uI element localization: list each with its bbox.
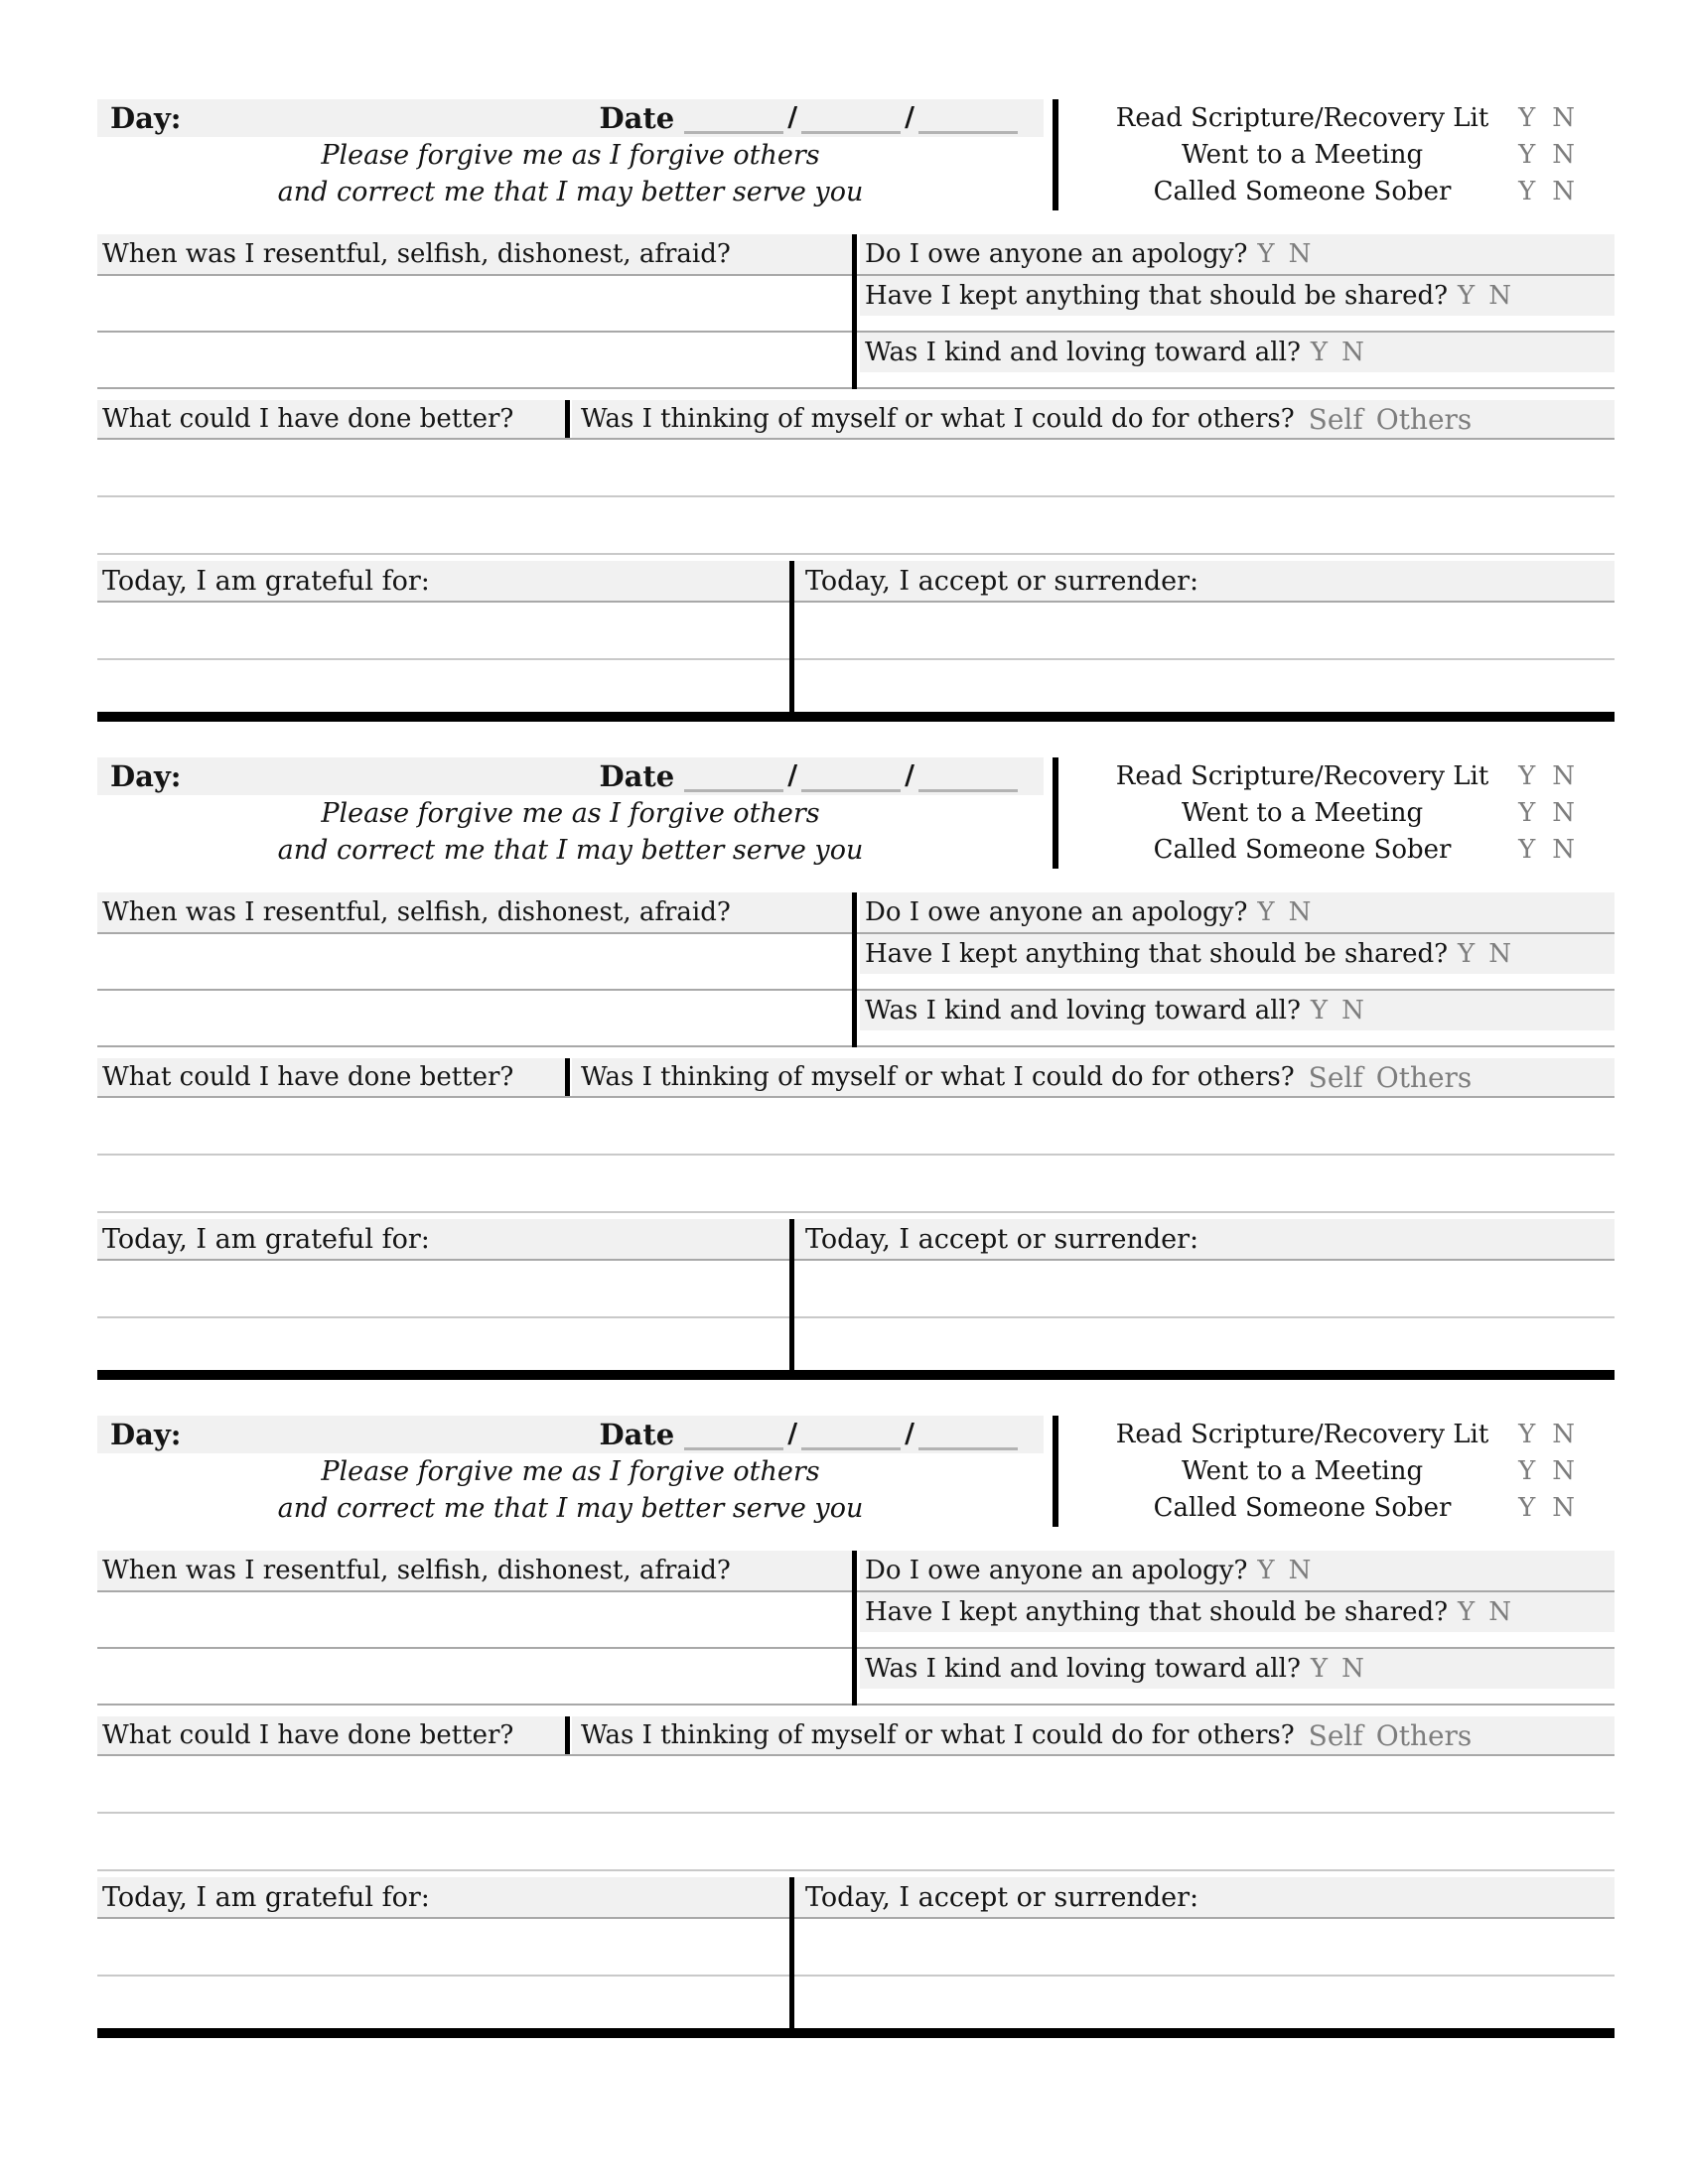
date-label: Date xyxy=(599,759,675,793)
daily-checklist xyxy=(1086,757,1615,869)
others-option[interactable]: Others xyxy=(1375,1060,1473,1094)
no-option[interactable]: N xyxy=(1552,1419,1575,1449)
better-answer-line[interactable] xyxy=(97,440,1615,497)
yes-no-options xyxy=(1518,798,1615,828)
gratitude-block xyxy=(97,561,1615,712)
gratitude-vertical-divider xyxy=(789,1219,794,1370)
surrender-prompt: Today, I accept or surrender: xyxy=(794,561,1615,601)
inventory-grid xyxy=(97,892,1615,1047)
yes-option[interactable]: Y xyxy=(1518,834,1536,865)
yes-option[interactable]: Y xyxy=(1518,102,1536,133)
shared-question xyxy=(860,1592,1615,1632)
gratitude-answer-area[interactable] xyxy=(97,1977,1615,2028)
day-label: Day: xyxy=(110,1418,182,1451)
kind-question xyxy=(860,1649,1615,1689)
day-date-row xyxy=(97,757,1044,795)
kind-question-cell xyxy=(852,1649,1615,1689)
yes-no-options xyxy=(1518,177,1615,206)
self-option[interactable]: Self xyxy=(1308,1718,1363,1752)
header-vertical-divider xyxy=(1053,1416,1058,1527)
date-year-blank[interactable] xyxy=(918,1420,1018,1450)
gratitude-block xyxy=(97,1219,1615,1370)
yes-no-options xyxy=(1458,939,1511,969)
checklist-item xyxy=(1086,99,1615,136)
yes-no-options xyxy=(1518,140,1615,170)
no-option[interactable]: N xyxy=(1341,996,1364,1025)
checklist-item xyxy=(1086,794,1615,831)
day-label: Day: xyxy=(110,759,182,793)
better-row xyxy=(97,1058,1615,1098)
inventory-grid xyxy=(97,1551,1615,1706)
better-vertical-divider xyxy=(565,1716,570,1754)
day-date-row xyxy=(97,99,1044,137)
kind-question-label: Was I kind and loving toward all? xyxy=(865,996,1301,1025)
checklist-item-label: Called Someone Sober xyxy=(1153,176,1452,206)
kind-question-label: Was I kind and loving toward all? xyxy=(865,1654,1301,1684)
gratitude-answer-area[interactable] xyxy=(97,1318,1615,1370)
resentful-prompt: When was I resentful, selfish, dishonest, afraid? xyxy=(97,1551,852,1590)
yes-option[interactable]: Y xyxy=(1310,996,1329,1025)
shared-question-cell xyxy=(852,934,1615,974)
no-option[interactable]: N xyxy=(1341,338,1364,367)
header-vertical-divider xyxy=(1053,99,1058,210)
apology-question-cell xyxy=(852,892,1615,932)
no-option[interactable]: N xyxy=(1488,1597,1511,1627)
checklist-item-label: Called Someone Sober xyxy=(1153,1492,1452,1523)
apology-question-cell xyxy=(852,1551,1615,1590)
checklist-item xyxy=(1086,136,1615,173)
yes-option[interactable]: Y xyxy=(1518,1492,1536,1523)
yes-no-options xyxy=(1458,281,1511,311)
checklist-item-label: Called Someone Sober xyxy=(1153,834,1452,865)
yes-option[interactable]: Y xyxy=(1257,897,1275,927)
yes-no-options xyxy=(1311,996,1364,1025)
date-label: Date xyxy=(599,1418,675,1451)
yes-option[interactable]: Y xyxy=(1518,1455,1536,1486)
checklist-item xyxy=(1086,1489,1615,1526)
date-group xyxy=(599,1419,1044,1450)
better-answer-line[interactable] xyxy=(97,1098,1615,1156)
no-option[interactable]: N xyxy=(1488,281,1511,311)
date-year-blank[interactable] xyxy=(918,103,1018,134)
no-option[interactable]: N xyxy=(1341,1654,1364,1684)
no-option[interactable]: N xyxy=(1552,139,1575,170)
no-option[interactable]: N xyxy=(1552,760,1575,791)
gratitude-answer-line[interactable] xyxy=(97,603,1615,660)
others-option[interactable]: Others xyxy=(1375,402,1473,436)
date-month-blank[interactable] xyxy=(684,103,783,134)
checklist-item-label: Read Scripture/Recovery Lit xyxy=(1115,760,1489,791)
better-vertical-divider xyxy=(565,400,570,438)
better-row xyxy=(97,1716,1615,1756)
yes-no-options xyxy=(1311,338,1364,367)
day-label: Day: xyxy=(110,101,182,135)
date-slash: / xyxy=(905,760,914,791)
kind-question xyxy=(860,333,1615,372)
date-group xyxy=(599,760,1044,792)
yes-no-options xyxy=(1257,1556,1311,1585)
gratitude-answer-line[interactable] xyxy=(97,1919,1615,1977)
date-day-blank[interactable] xyxy=(801,103,901,134)
apology-question-label: Do I owe anyone an apology? xyxy=(865,239,1248,269)
header-left-column xyxy=(97,1416,1044,1527)
date-slash: / xyxy=(787,1419,798,1449)
yes-option[interactable]: Y xyxy=(1458,1597,1476,1627)
resentful-prompt: When was I resentful, selfish, dishonest, afraid? xyxy=(97,892,852,932)
yes-option[interactable]: Y xyxy=(1310,1654,1329,1684)
gratitude-label-row xyxy=(97,1219,1615,1261)
no-option[interactable]: N xyxy=(1552,797,1575,828)
no-option[interactable]: N xyxy=(1288,897,1312,927)
prayer-line-2: and correct me that I may better serve you xyxy=(277,177,864,207)
shared-question-label: Have I kept anything that should be shared? xyxy=(865,1597,1449,1627)
grateful-prompt: Today, I am grateful for: xyxy=(97,1219,789,1259)
better-prompt: What could I have done better? xyxy=(97,400,565,438)
yes-option[interactable]: Y xyxy=(1257,239,1275,269)
grateful-prompt: Today, I am grateful for: xyxy=(97,561,789,601)
section-header xyxy=(97,99,1615,210)
header-left-column xyxy=(97,757,1044,869)
header-left-column xyxy=(97,99,1044,210)
self-others-options xyxy=(1309,1719,1473,1752)
yes-no-options xyxy=(1518,1493,1615,1523)
gratitude-label-row xyxy=(97,561,1615,603)
daily-checklist xyxy=(1086,99,1615,210)
self-option[interactable]: Self xyxy=(1308,1060,1363,1094)
no-option[interactable]: N xyxy=(1552,1492,1575,1523)
yes-option[interactable]: Y xyxy=(1518,139,1536,170)
kind-question-cell xyxy=(852,333,1615,372)
gratitude-answer-line[interactable] xyxy=(97,1261,1615,1318)
yes-option[interactable]: Y xyxy=(1518,1419,1536,1449)
no-option[interactable]: N xyxy=(1552,1455,1575,1486)
checklist-item-label: Read Scripture/Recovery Lit xyxy=(1115,1419,1489,1449)
date-label: Date xyxy=(599,101,675,135)
inventory-vertical-divider xyxy=(852,1551,857,1706)
date-group xyxy=(599,102,1044,134)
self-option[interactable]: Self xyxy=(1308,402,1363,436)
yes-no-options xyxy=(1257,897,1311,927)
checklist-item xyxy=(1086,831,1615,868)
date-year-blank[interactable] xyxy=(918,761,1018,792)
no-option[interactable]: N xyxy=(1552,834,1575,865)
date-month-blank[interactable] xyxy=(684,761,783,792)
header-vertical-divider xyxy=(1053,757,1058,869)
better-vertical-divider xyxy=(565,1058,570,1096)
thinking-question-label: Was I thinking of myself or what I could do for others? xyxy=(581,404,1295,434)
thinking-question xyxy=(572,1716,1615,1754)
thinking-question xyxy=(572,1058,1615,1096)
checklist-item xyxy=(1086,757,1615,794)
better-prompt: What could I have done better? xyxy=(97,1058,565,1096)
yes-option[interactable]: Y xyxy=(1458,939,1476,969)
shared-question xyxy=(860,276,1615,316)
no-option[interactable]: N xyxy=(1488,939,1511,969)
apology-question-label: Do I owe anyone an apology? xyxy=(865,897,1248,927)
checklist-item xyxy=(1086,173,1615,209)
better-answer-line[interactable] xyxy=(97,1156,1615,1213)
prayer-line-2: and correct me that I may better serve you xyxy=(277,1493,864,1524)
daily-inventory-section xyxy=(97,757,1615,1380)
kind-question-label: Was I kind and loving toward all? xyxy=(865,338,1301,367)
yes-no-options xyxy=(1518,1420,1615,1449)
shared-question-cell xyxy=(852,276,1615,316)
grateful-prompt: Today, I am grateful for: xyxy=(97,1877,789,1917)
yes-option[interactable]: Y xyxy=(1257,1556,1275,1585)
apology-question-label: Do I owe anyone an apology? xyxy=(865,1556,1248,1585)
yes-no-options xyxy=(1518,103,1615,133)
prayer-line-1: Please forgive me as I forgive others xyxy=(321,1456,820,1487)
date-month-blank[interactable] xyxy=(684,1420,783,1450)
thinking-question-label: Was I thinking of myself or what I could do for others? xyxy=(581,1720,1295,1750)
shared-question xyxy=(860,934,1615,974)
prayer-line-1: Please forgive me as I forgive others xyxy=(321,798,820,829)
surrender-prompt: Today, I accept or surrender: xyxy=(794,1219,1615,1259)
no-option[interactable]: N xyxy=(1288,239,1312,269)
gratitude-label-row xyxy=(97,1877,1615,1919)
inventory-vertical-divider xyxy=(852,234,857,389)
section-header xyxy=(97,1416,1615,1527)
yes-no-options xyxy=(1518,761,1615,791)
date-day-blank[interactable] xyxy=(801,1420,901,1450)
yes-no-options xyxy=(1311,1654,1364,1684)
yes-option[interactable]: Y xyxy=(1458,281,1476,311)
checklist-item-label: Read Scripture/Recovery Lit xyxy=(1115,102,1489,133)
better-row xyxy=(97,400,1615,440)
inventory-grid xyxy=(97,234,1615,389)
kind-question-cell xyxy=(852,991,1615,1030)
journal-page xyxy=(97,99,1615,2074)
self-others-options xyxy=(1309,1061,1473,1094)
better-prompt: What could I have done better? xyxy=(97,1716,565,1754)
better-answer-line[interactable] xyxy=(97,497,1615,555)
resentful-prompt: When was I resentful, selfish, dishonest, afraid? xyxy=(97,234,852,274)
checklist-item-label: Went to a Meeting xyxy=(1181,1455,1424,1486)
thinking-question xyxy=(572,400,1615,438)
yes-option[interactable]: Y xyxy=(1310,338,1329,367)
day-date-row xyxy=(97,1416,1044,1453)
date-day-blank[interactable] xyxy=(801,761,901,792)
prayer-line-1: Please forgive me as I forgive others xyxy=(321,140,820,171)
checklist-item-label: Went to a Meeting xyxy=(1181,797,1424,828)
no-option[interactable]: N xyxy=(1288,1556,1312,1585)
inventory-vertical-divider xyxy=(852,892,857,1047)
shared-question-label: Have I kept anything that should be shared? xyxy=(865,281,1449,311)
gratitude-vertical-divider xyxy=(789,561,794,712)
better-answer-line[interactable] xyxy=(97,1756,1615,1814)
daily-inventory-section xyxy=(97,99,1615,722)
resentful-prompt-cell xyxy=(97,1551,852,1590)
yes-option[interactable]: Y xyxy=(1518,797,1536,828)
surrender-prompt: Today, I accept or surrender: xyxy=(794,1877,1615,1917)
yes-no-options xyxy=(1257,239,1311,269)
kind-question xyxy=(860,991,1615,1030)
checklist-item xyxy=(1086,1416,1615,1452)
daily-inventory-section xyxy=(97,1416,1615,2038)
daily-checklist xyxy=(1086,1416,1615,1527)
yes-option[interactable]: Y xyxy=(1518,760,1536,791)
yes-no-options xyxy=(1458,1597,1511,1627)
date-slash: / xyxy=(905,1419,914,1449)
gratitude-answer-area[interactable] xyxy=(97,660,1615,712)
apology-question xyxy=(860,234,1615,274)
date-slash: / xyxy=(787,102,798,133)
thinking-question-label: Was I thinking of myself or what I could do for others? xyxy=(581,1062,1295,1092)
resentful-prompt-cell xyxy=(97,892,852,932)
shared-question-label: Have I kept anything that should be shared? xyxy=(865,939,1449,969)
section-header xyxy=(97,757,1615,869)
resentful-prompt-cell xyxy=(97,234,852,274)
checklist-item-label: Went to a Meeting xyxy=(1181,139,1424,170)
apology-question xyxy=(860,892,1615,932)
shared-question-cell xyxy=(852,1592,1615,1632)
date-slash: / xyxy=(905,102,914,133)
yes-option[interactable]: Y xyxy=(1518,176,1536,206)
apology-question-cell xyxy=(852,234,1615,274)
self-others-options xyxy=(1309,403,1473,436)
gratitude-vertical-divider xyxy=(789,1877,794,2028)
checklist-item xyxy=(1086,1452,1615,1489)
gratitude-block xyxy=(97,1877,1615,2028)
prayer-line-2: and correct me that I may better serve you xyxy=(277,835,864,866)
others-option[interactable]: Others xyxy=(1375,1718,1473,1752)
yes-no-options xyxy=(1518,835,1615,865)
date-slash: / xyxy=(787,760,798,791)
no-option[interactable]: N xyxy=(1552,176,1575,206)
no-option[interactable]: N xyxy=(1552,102,1575,133)
yes-no-options xyxy=(1518,1456,1615,1486)
better-answer-line[interactable] xyxy=(97,1814,1615,1871)
apology-question xyxy=(860,1551,1615,1590)
